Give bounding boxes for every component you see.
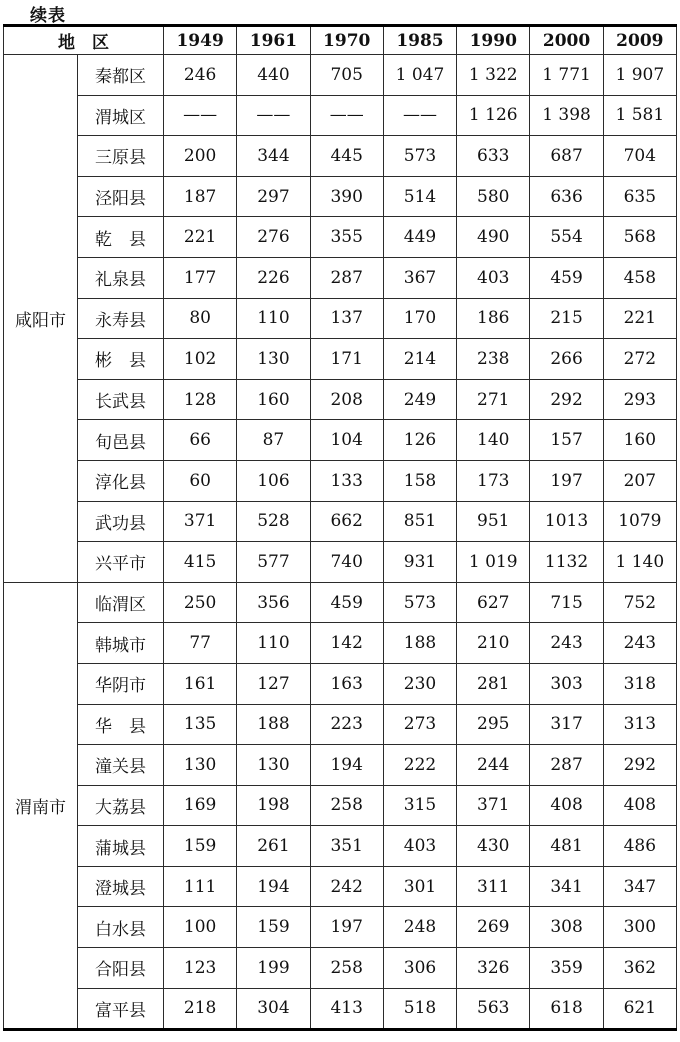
table-row — [4, 460, 677, 501]
table-row — [4, 866, 677, 907]
value-cell: 568 — [603, 217, 676, 258]
value-cell: 306 — [383, 948, 456, 989]
value-cell: 222 — [383, 745, 456, 786]
year-header-1985: 1985 — [383, 26, 456, 55]
value-cell: 931 — [383, 542, 456, 583]
year-header-1949: 1949 — [164, 26, 237, 55]
value-cell: 266 — [530, 339, 603, 380]
table-row — [4, 136, 677, 177]
region-name: 三原县 — [78, 136, 164, 177]
table-row — [4, 298, 677, 339]
value-cell: 351 — [310, 826, 383, 867]
value-cell: 408 — [603, 785, 676, 826]
region-name: 韩城市 — [78, 623, 164, 664]
table-row — [4, 623, 677, 664]
value-cell: 273 — [383, 704, 456, 745]
region-name: 淳化县 — [78, 460, 164, 501]
table-row — [4, 785, 677, 826]
value-cell: 627 — [457, 582, 530, 623]
value-cell: 243 — [530, 623, 603, 664]
value-cell: 304 — [237, 988, 310, 1030]
value-cell: 311 — [457, 866, 530, 907]
table-title: 续表 — [30, 6, 66, 26]
value-cell: 621 — [603, 988, 676, 1030]
value-cell: 187 — [164, 176, 237, 217]
group-label: 渭南市 — [4, 582, 78, 1030]
header-row — [4, 26, 677, 55]
value-cell: 1013 — [530, 501, 603, 542]
table-row — [4, 745, 677, 786]
value-cell: 577 — [237, 542, 310, 583]
value-cell: 186 — [457, 298, 530, 339]
value-cell: 326 — [457, 948, 530, 989]
region-name: 乾 县 — [78, 217, 164, 258]
value-cell: 130 — [164, 745, 237, 786]
value-cell: 218 — [164, 988, 237, 1030]
value-cell: 371 — [457, 785, 530, 826]
region-name: 彬 县 — [78, 339, 164, 380]
value-cell: 161 — [164, 663, 237, 704]
value-cell: 244 — [457, 745, 530, 786]
group-label: 咸阳市 — [4, 55, 78, 583]
region-name: 潼关县 — [78, 745, 164, 786]
value-cell: —— — [164, 95, 237, 136]
value-cell: 80 — [164, 298, 237, 339]
value-cell: 292 — [603, 745, 676, 786]
region-name: 蒲城县 — [78, 826, 164, 867]
value-cell: 356 — [237, 582, 310, 623]
value-cell: 715 — [530, 582, 603, 623]
value-cell: 662 — [310, 501, 383, 542]
year-header-2000: 2000 — [530, 26, 603, 55]
value-cell: 248 — [383, 907, 456, 948]
value-cell: 403 — [383, 826, 456, 867]
table-row — [4, 907, 677, 948]
value-cell: 173 — [457, 460, 530, 501]
value-cell: 573 — [383, 582, 456, 623]
value-cell: 238 — [457, 339, 530, 380]
region-name: 泾阳县 — [78, 176, 164, 217]
value-cell: 1 907 — [603, 55, 676, 96]
value-cell: 297 — [237, 176, 310, 217]
value-cell: 528 — [237, 501, 310, 542]
value-cell: 160 — [237, 379, 310, 420]
value-cell: 1 140 — [603, 542, 676, 583]
value-cell: 200 — [164, 136, 237, 177]
value-cell: 403 — [457, 257, 530, 298]
table-row — [4, 257, 677, 298]
table-row — [4, 501, 677, 542]
value-cell: 77 — [164, 623, 237, 664]
value-cell: 159 — [237, 907, 310, 948]
value-cell: 315 — [383, 785, 456, 826]
value-cell: 344 — [237, 136, 310, 177]
value-cell: 194 — [310, 745, 383, 786]
value-cell: 210 — [457, 623, 530, 664]
value-cell: 160 — [603, 420, 676, 461]
value-cell: 221 — [603, 298, 676, 339]
value-cell: 313 — [603, 704, 676, 745]
value-cell: 459 — [530, 257, 603, 298]
value-cell: 66 — [164, 420, 237, 461]
table-row — [4, 95, 677, 136]
region-name: 华阴市 — [78, 663, 164, 704]
value-cell: 458 — [603, 257, 676, 298]
value-cell: 127 — [237, 663, 310, 704]
value-cell: 137 — [310, 298, 383, 339]
value-cell: 281 — [457, 663, 530, 704]
value-cell: 158 — [383, 460, 456, 501]
value-cell: 223 — [310, 704, 383, 745]
value-cell: 261 — [237, 826, 310, 867]
value-cell: 1132 — [530, 542, 603, 583]
value-cell: 687 — [530, 136, 603, 177]
value-cell: 133 — [310, 460, 383, 501]
region-name: 大荔县 — [78, 785, 164, 826]
value-cell: 341 — [530, 866, 603, 907]
value-cell: 355 — [310, 217, 383, 258]
value-cell: 287 — [310, 257, 383, 298]
region-name: 白水县 — [78, 907, 164, 948]
value-cell: 1079 — [603, 501, 676, 542]
value-cell: 135 — [164, 704, 237, 745]
table-row — [4, 379, 677, 420]
value-cell: 188 — [383, 623, 456, 664]
value-cell: 293 — [603, 379, 676, 420]
value-cell: 198 — [237, 785, 310, 826]
value-cell: 194 — [237, 866, 310, 907]
table-row — [4, 55, 677, 96]
table-row — [4, 826, 677, 867]
region-name: 合阳县 — [78, 948, 164, 989]
table-header — [4, 26, 677, 55]
value-cell: 230 — [383, 663, 456, 704]
value-cell: 618 — [530, 988, 603, 1030]
value-cell: 752 — [603, 582, 676, 623]
value-cell: —— — [383, 95, 456, 136]
value-cell: 518 — [383, 988, 456, 1030]
value-cell: 413 — [310, 988, 383, 1030]
region-name: 兴平市 — [78, 542, 164, 583]
value-cell: 250 — [164, 582, 237, 623]
value-cell: 490 — [457, 217, 530, 258]
value-cell: 449 — [383, 217, 456, 258]
value-cell: 1 047 — [383, 55, 456, 96]
value-cell: 563 — [457, 988, 530, 1030]
value-cell: 214 — [383, 339, 456, 380]
value-cell: 362 — [603, 948, 676, 989]
value-cell: 258 — [310, 785, 383, 826]
year-header-1990: 1990 — [457, 26, 530, 55]
value-cell: 636 — [530, 176, 603, 217]
year-header-1970: 1970 — [310, 26, 383, 55]
value-cell: 128 — [164, 379, 237, 420]
value-cell: 459 — [310, 582, 383, 623]
value-cell: 169 — [164, 785, 237, 826]
region-name: 旬邑县 — [78, 420, 164, 461]
value-cell: 170 — [383, 298, 456, 339]
value-cell: 126 — [383, 420, 456, 461]
value-cell: 359 — [530, 948, 603, 989]
value-cell: 287 — [530, 745, 603, 786]
value-cell: 258 — [310, 948, 383, 989]
value-cell: 301 — [383, 866, 456, 907]
value-cell: 226 — [237, 257, 310, 298]
value-cell: 249 — [383, 379, 456, 420]
value-cell: 554 — [530, 217, 603, 258]
table-row — [4, 663, 677, 704]
value-cell: 440 — [237, 55, 310, 96]
value-cell: 242 — [310, 866, 383, 907]
value-cell: 292 — [530, 379, 603, 420]
region-name: 渭城区 — [78, 95, 164, 136]
table-row — [4, 339, 677, 380]
value-cell: 408 — [530, 785, 603, 826]
region-name: 礼泉县 — [78, 257, 164, 298]
value-cell: 271 — [457, 379, 530, 420]
value-cell: 415 — [164, 542, 237, 583]
table-row — [4, 542, 677, 583]
value-cell: 157 — [530, 420, 603, 461]
value-cell: 140 — [457, 420, 530, 461]
value-cell: 1 771 — [530, 55, 603, 96]
value-cell: 163 — [310, 663, 383, 704]
value-cell: 317 — [530, 704, 603, 745]
value-cell: 367 — [383, 257, 456, 298]
value-cell: 130 — [237, 339, 310, 380]
value-cell: 110 — [237, 623, 310, 664]
value-cell: 276 — [237, 217, 310, 258]
value-cell: 221 — [164, 217, 237, 258]
value-cell: 123 — [164, 948, 237, 989]
table-row — [4, 420, 677, 461]
value-cell: 246 — [164, 55, 237, 96]
value-cell: 130 — [237, 745, 310, 786]
value-cell: 633 — [457, 136, 530, 177]
value-cell: 1 126 — [457, 95, 530, 136]
region-name: 华 县 — [78, 704, 164, 745]
value-cell: 514 — [383, 176, 456, 217]
value-cell: 188 — [237, 704, 310, 745]
value-cell: 486 — [603, 826, 676, 867]
value-cell: 430 — [457, 826, 530, 867]
year-header-2009: 2009 — [603, 26, 676, 55]
value-cell: 197 — [310, 907, 383, 948]
value-cell: 308 — [530, 907, 603, 948]
value-cell: 295 — [457, 704, 530, 745]
value-cell: 106 — [237, 460, 310, 501]
value-cell: 100 — [164, 907, 237, 948]
value-cell: 951 — [457, 501, 530, 542]
value-cell: 300 — [603, 907, 676, 948]
value-cell: 1 581 — [603, 95, 676, 136]
value-cell: 318 — [603, 663, 676, 704]
value-cell: 1 398 — [530, 95, 603, 136]
value-cell: 159 — [164, 826, 237, 867]
value-cell: 111 — [164, 866, 237, 907]
value-cell: —— — [237, 95, 310, 136]
region-name: 秦都区 — [78, 55, 164, 96]
table-row — [4, 948, 677, 989]
value-cell: 635 — [603, 176, 676, 217]
region-name: 澄城县 — [78, 866, 164, 907]
value-cell: 208 — [310, 379, 383, 420]
region-name: 武功县 — [78, 501, 164, 542]
value-cell: 110 — [237, 298, 310, 339]
value-cell: 177 — [164, 257, 237, 298]
value-cell: 60 — [164, 460, 237, 501]
table-row — [4, 582, 677, 623]
value-cell: 199 — [237, 948, 310, 989]
value-cell: 371 — [164, 501, 237, 542]
value-cell: —— — [310, 95, 383, 136]
region-column-header: 地 区 — [4, 26, 164, 55]
value-cell: 303 — [530, 663, 603, 704]
value-cell: 580 — [457, 176, 530, 217]
region-name: 永寿县 — [78, 298, 164, 339]
table-row — [4, 176, 677, 217]
value-cell: 215 — [530, 298, 603, 339]
value-cell: 573 — [383, 136, 456, 177]
value-cell: 243 — [603, 623, 676, 664]
value-cell: 197 — [530, 460, 603, 501]
value-cell: 740 — [310, 542, 383, 583]
region-name: 长武县 — [78, 379, 164, 420]
table-row — [4, 704, 677, 745]
value-cell: 390 — [310, 176, 383, 217]
table-body — [4, 55, 677, 1030]
region-name: 临渭区 — [78, 582, 164, 623]
value-cell: 1 322 — [457, 55, 530, 96]
value-cell: 445 — [310, 136, 383, 177]
region-year-table — [3, 24, 677, 1031]
value-cell: 207 — [603, 460, 676, 501]
value-cell: 171 — [310, 339, 383, 380]
value-cell: 104 — [310, 420, 383, 461]
value-cell: 269 — [457, 907, 530, 948]
value-cell: 851 — [383, 501, 456, 542]
value-cell: 142 — [310, 623, 383, 664]
year-header-1961: 1961 — [237, 26, 310, 55]
value-cell: 1 019 — [457, 542, 530, 583]
table-row — [4, 988, 677, 1030]
value-cell: 102 — [164, 339, 237, 380]
value-cell: 481 — [530, 826, 603, 867]
value-cell: 272 — [603, 339, 676, 380]
value-cell: 87 — [237, 420, 310, 461]
value-cell: 704 — [603, 136, 676, 177]
table-row — [4, 217, 677, 258]
value-cell: 347 — [603, 866, 676, 907]
region-name: 富平县 — [78, 988, 164, 1030]
value-cell: 705 — [310, 55, 383, 96]
